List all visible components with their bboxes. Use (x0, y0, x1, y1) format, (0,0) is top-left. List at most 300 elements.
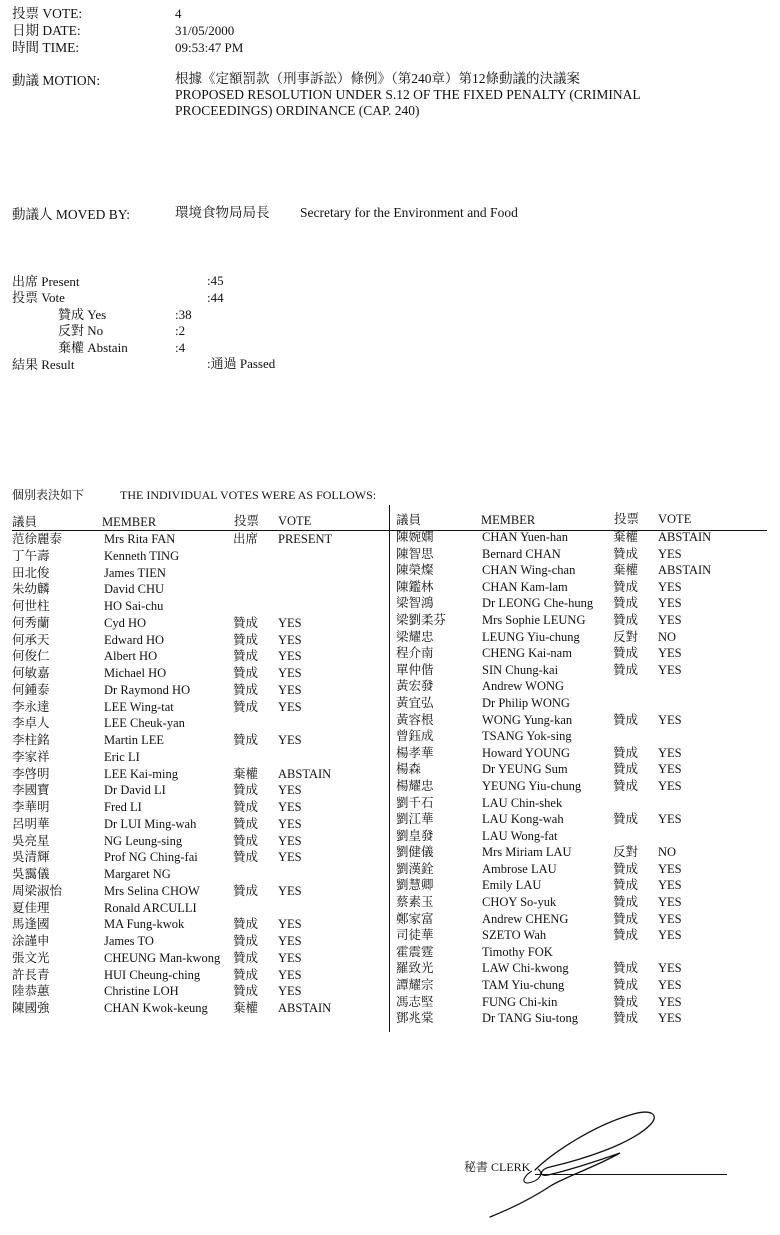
member-name-en: Dr LEONG Che-hung (482, 596, 594, 611)
member-name-en: Dr LUI Ming-wah (104, 816, 197, 831)
member-name-zh: 楊森 (396, 762, 422, 777)
member-name-zh: 劉皇發 (396, 828, 434, 843)
member-name-en: LAU Kong-wah (482, 812, 564, 827)
vote-en: YES (658, 579, 682, 594)
clerk-signature (480, 1105, 680, 1225)
vote-row (396, 813, 771, 830)
vote-row (12, 600, 382, 617)
vote-en: YES (658, 961, 682, 976)
member-name-en: Ambrose LAU (482, 861, 557, 876)
member-name-zh: 劉千石 (396, 795, 434, 810)
vote-zh: 贊成 (613, 579, 639, 594)
vote-number-label: 投票 VOTE: (12, 6, 83, 21)
vote-row (12, 751, 382, 768)
member-name-en: Emily LAU (482, 878, 542, 893)
member-name-en: Dr David LI (104, 783, 166, 798)
member-name-en: Howard YOUNG (482, 745, 571, 760)
vote-row (12, 818, 382, 835)
vote-zh: 贊成 (613, 812, 639, 827)
member-name-en: Mrs Selina CHOW (104, 883, 200, 898)
member-name-en: Christine LOH (104, 984, 179, 999)
vote-row (396, 913, 771, 930)
vote-row (12, 617, 382, 634)
member-name-zh: 鄧兆棠 (396, 1011, 434, 1026)
left-header-member-en: MEMBER (102, 515, 157, 529)
vote-zh: 贊成 (233, 783, 259, 798)
member-name-en: CHENG Kai-nam (482, 646, 572, 661)
vote-row (396, 962, 771, 979)
member-name-en: Michael HO (104, 666, 167, 680)
moved-by-zh: 環境食物局局長 (175, 205, 270, 220)
member-name-en: LAW Chi-kwong (482, 961, 569, 976)
vote-zh: 反對 (613, 845, 639, 860)
member-name-zh: 何秀蘭 (12, 615, 50, 630)
member-name-en: SZETO Wah (482, 928, 547, 943)
member-name-zh: 呂明華 (12, 816, 50, 831)
member-name-zh: 梁智鴻 (396, 596, 434, 611)
vote-zh: 贊成 (233, 984, 259, 999)
vote-row (12, 902, 382, 919)
member-name-en: LEUNG Yiu-chung (482, 629, 580, 644)
member-name-zh: 陳智思 (396, 546, 434, 561)
yes-label: 贊成 Yes (58, 307, 107, 322)
vote-row (12, 550, 382, 567)
member-name-en: Mrs Sophie LEUNG (482, 612, 586, 627)
present-label: 出席 Present (12, 274, 80, 289)
member-name-en: Dr Raymond HO (104, 682, 191, 697)
member-name-zh: 夏佳理 (12, 900, 50, 915)
member-name-en: FUNG Chi-kin (482, 994, 558, 1009)
member-name-en: CHAN Kwok-keung (104, 1001, 208, 1015)
vote-en: YES (658, 612, 682, 627)
right-vote-list (396, 531, 771, 1029)
member-name-en: SIN Chung-kai (482, 662, 559, 677)
member-name-zh: 丁午壽 (12, 548, 50, 563)
vote-zh: 贊成 (613, 646, 639, 661)
present-value: :45 (207, 273, 224, 288)
member-name-en: James TO (104, 934, 154, 948)
member-name-zh: 鄭家富 (396, 911, 434, 926)
vote-row (12, 918, 382, 935)
abstain-value: :4 (175, 340, 186, 355)
member-name-en: Mrs Rita FAN (104, 532, 176, 546)
member-name-zh: 何承天 (12, 632, 50, 647)
member-name-zh: 黃宜弘 (396, 695, 434, 710)
time-value: 09:53:47 PM (175, 40, 244, 55)
vote-row (396, 780, 771, 797)
vote-zh: 贊成 (233, 850, 259, 865)
vote-zh: 棄權 (233, 766, 259, 781)
right-header-vote-zh: 投票 (614, 512, 640, 526)
vote-row (12, 768, 382, 785)
vote-en: YES (278, 883, 302, 898)
member-name-en: Ronald ARCULLI (104, 900, 197, 915)
vote-en: YES (278, 733, 302, 747)
vote-row (396, 548, 771, 565)
member-name-zh: 許長青 (12, 967, 50, 982)
vote-row (396, 564, 771, 581)
member-name-zh: 涂謹申 (12, 934, 50, 948)
vote-row (396, 581, 771, 598)
member-name-en: Prof NG Ching-fai (104, 850, 198, 865)
member-name-zh: 陳鑑林 (396, 579, 434, 594)
vote-row (396, 1012, 771, 1029)
vote-en: ABSTAIN (658, 530, 712, 544)
vote-en: YES (278, 699, 302, 714)
member-name-en: HUI Cheung-ching (104, 967, 201, 982)
member-name-zh: 譚耀宗 (396, 978, 434, 993)
vote-row (12, 801, 382, 818)
member-name-en: Eric LI (104, 749, 140, 764)
member-name-en: HO Sai-chu (104, 599, 164, 613)
vote-en: YES (658, 546, 682, 561)
vote-en: YES (658, 895, 682, 910)
member-name-en: MA Fung-kwok (104, 917, 185, 932)
vote-zh: 贊成 (613, 596, 639, 611)
vote-zh: 贊成 (233, 800, 259, 814)
vote-row (12, 684, 382, 701)
member-name-en: James TIEN (104, 565, 166, 580)
vote-zh: 贊成 (613, 1011, 639, 1026)
motion-label: 動議 MOTION: (12, 73, 101, 88)
vote-row (12, 868, 382, 885)
vote-row (12, 567, 382, 584)
member-name-en: NG Leung-sing (104, 833, 183, 848)
member-name-en: CHAN Wing-chan (482, 563, 576, 578)
vote-count-value: :44 (207, 290, 224, 305)
vote-zh: 贊成 (233, 917, 259, 932)
vote-en: YES (278, 682, 302, 697)
member-name-zh: 霍震霆 (396, 944, 434, 959)
vote-row (12, 650, 382, 667)
vote-en: YES (278, 666, 302, 680)
vote-row (12, 634, 382, 651)
member-name-zh: 梁劉柔芬 (396, 612, 447, 627)
vote-row (12, 667, 382, 684)
vote-en: YES (658, 861, 682, 876)
member-name-zh: 蔡素玉 (396, 895, 434, 910)
member-name-zh: 羅致光 (396, 961, 434, 976)
member-name-en: Andrew WONG (482, 679, 565, 694)
vote-zh: 棄權 (613, 563, 639, 578)
date-label: 日期 DATE: (12, 23, 81, 38)
vote-row (396, 763, 771, 780)
member-name-zh: 曾鈺成 (396, 729, 434, 744)
vote-row (12, 533, 382, 550)
vote-row (396, 830, 771, 847)
individual-intro-en: THE INDIVIDUAL VOTES WERE AS FOLLOWS: (120, 488, 377, 502)
vote-en: NO (658, 845, 677, 860)
vote-row (396, 846, 771, 863)
vote-en: YES (278, 615, 302, 630)
vote-row (396, 929, 771, 946)
moved-by-label: 動議人 MOVED BY: (12, 207, 131, 222)
vote-en: ABSTAIN (278, 1001, 332, 1015)
vote-zh: 贊成 (613, 546, 639, 561)
member-name-zh: 程介南 (396, 646, 434, 661)
member-name-en: YEUNG Yiu-chung (482, 778, 582, 793)
member-name-en: LAU Wong-fat (482, 828, 558, 843)
vote-zh: 贊成 (613, 928, 639, 943)
member-name-zh: 黃容根 (396, 712, 434, 727)
vote-row (12, 1002, 382, 1019)
vote-zh: 贊成 (613, 762, 639, 777)
member-name-zh: 何敏嘉 (12, 666, 50, 680)
left-header-member-zh: 議員 (12, 515, 38, 529)
vote-row (12, 851, 382, 868)
vote-zh: 贊成 (613, 911, 639, 926)
member-name-zh: 陳榮燦 (396, 563, 434, 578)
member-name-zh: 劉慧卿 (396, 878, 434, 893)
vote-en: YES (658, 928, 682, 943)
left-header-vote-en: VOTE (278, 514, 312, 528)
vote-row (396, 730, 771, 747)
member-name-en: David CHU (104, 582, 165, 597)
vote-row (12, 701, 382, 718)
vote-row (396, 863, 771, 880)
member-name-en: WONG Yung-kan (482, 712, 573, 727)
vote-en: YES (278, 632, 302, 647)
vote-row (12, 969, 382, 986)
vote-zh: 贊成 (613, 712, 639, 727)
member-name-zh: 楊孝華 (396, 745, 434, 760)
vote-row (396, 647, 771, 664)
vote-row (396, 531, 771, 548)
vote-en: YES (658, 812, 682, 827)
vote-zh: 贊成 (233, 733, 259, 747)
member-name-zh: 吳亮星 (12, 833, 50, 848)
vote-row (396, 680, 771, 697)
vote-zh: 贊成 (613, 961, 639, 976)
date-value: 31/05/2000 (175, 23, 235, 38)
vote-zh: 贊成 (233, 833, 259, 848)
member-name-en: Dr YEUNG Sum (482, 762, 568, 777)
vote-en: YES (278, 649, 302, 664)
member-name-zh: 單仲偕 (396, 662, 434, 677)
member-name-en: Fred LI (104, 800, 142, 814)
member-name-en: Andrew CHENG (482, 911, 569, 926)
vote-zh: 贊成 (613, 895, 639, 910)
member-name-zh: 陳婉嫻 (396, 530, 434, 544)
vote-zh: 棄權 (613, 530, 639, 544)
vote-zh: 贊成 (233, 615, 259, 630)
vote-row (396, 946, 771, 963)
member-name-en: CHEUNG Man-kwong (104, 950, 221, 965)
member-name-en: Albert HO (104, 649, 158, 664)
vote-zh: 棄權 (233, 1001, 259, 1015)
vote-zh: 贊成 (613, 778, 639, 793)
vote-en: YES (658, 762, 682, 777)
vote-row (396, 979, 771, 996)
vote-en: NO (658, 629, 677, 644)
member-name-zh: 劉漢銓 (396, 861, 434, 876)
result-label: 結果 Result (12, 357, 75, 372)
member-name-en: CHAN Kam-lam (482, 579, 568, 594)
member-name-zh: 何世柱 (12, 599, 50, 613)
member-name-zh: 何俊仁 (12, 649, 50, 664)
member-name-zh: 劉江華 (396, 812, 434, 827)
member-name-en: Edward HO (104, 632, 165, 647)
vote-en: YES (278, 833, 302, 848)
vote-zh: 贊成 (233, 699, 259, 714)
member-name-zh: 司徒華 (396, 928, 434, 943)
member-name-en: TSANG Yok-sing (482, 729, 572, 744)
vote-en: YES (658, 712, 682, 727)
vote-row (12, 784, 382, 801)
result-value: :通過 Passed (207, 356, 276, 371)
vote-row (12, 935, 382, 952)
vote-en: YES (278, 984, 302, 999)
member-name-zh: 吳靄儀 (12, 867, 50, 881)
vote-row (396, 597, 771, 614)
vote-row (396, 996, 771, 1013)
vote-row (12, 952, 382, 969)
vote-en: YES (278, 783, 302, 798)
motion-line-zh: 根據《定額罰款（刑事訴訟）條例》（第240章）第12條動議的決議案 (175, 71, 580, 86)
vote-row (396, 614, 771, 631)
vote-zh: 贊成 (233, 883, 259, 898)
vote-zh: 贊成 (233, 934, 259, 948)
vote-row (12, 734, 382, 751)
member-name-zh: 吳清輝 (12, 850, 50, 865)
member-name-zh: 張文光 (12, 950, 50, 965)
table-column-divider (389, 505, 390, 1032)
no-value: :2 (175, 323, 186, 338)
vote-zh: 贊成 (613, 994, 639, 1009)
member-name-en: Martin LEE (104, 733, 165, 747)
vote-zh: 贊成 (613, 861, 639, 876)
member-name-zh: 李家祥 (12, 749, 50, 764)
vote-zh: 贊成 (233, 950, 259, 965)
member-name-zh: 何鍾泰 (12, 682, 50, 697)
right-header-member-zh: 議員 (396, 513, 422, 527)
vote-zh: 贊成 (613, 745, 639, 760)
member-name-zh: 田北俊 (12, 565, 50, 580)
vote-row (396, 797, 771, 814)
vote-zh: 贊成 (233, 632, 259, 647)
vote-en: PRESENT (278, 532, 333, 546)
vote-count-label: 投票 Vote (12, 290, 65, 305)
vote-row (12, 835, 382, 852)
vote-en: YES (658, 596, 682, 611)
member-name-en: LEE Kai-ming (104, 766, 178, 781)
member-name-en: Mrs Miriam LAU (482, 845, 572, 860)
member-name-en: Bernard CHAN (482, 546, 561, 561)
abstain-label: 棄權 Abstain (58, 340, 128, 355)
vote-zh: 贊成 (233, 649, 259, 664)
clerk-label: 秘書 CLERK (464, 1160, 531, 1174)
motion-text (175, 71, 641, 119)
vote-row (12, 885, 382, 902)
member-name-zh: 楊耀忠 (396, 778, 434, 793)
member-name-en: LEE Cheuk-yan (104, 716, 185, 731)
vote-en: YES (658, 745, 682, 760)
individual-intro-zh: 個別表決如下 (12, 488, 85, 502)
member-name-zh: 李華明 (12, 800, 50, 814)
member-name-zh: 馬逢國 (12, 917, 50, 932)
vote-zh: 贊成 (613, 878, 639, 893)
no-label: 反對 No (58, 323, 104, 338)
vote-en: YES (278, 917, 302, 932)
member-name-en: Cyd HO (104, 615, 147, 630)
member-name-zh: 李國寶 (12, 783, 50, 798)
member-name-en: Timothy FOK (482, 944, 553, 959)
member-name-en: LEE Wing-tat (104, 699, 174, 714)
vote-number-value: 4 (175, 6, 182, 21)
left-vote-list (12, 533, 382, 1019)
motion-line-en-2: PROCEEDINGS) ORDINANCE (CAP. 240) (175, 103, 420, 118)
vote-en: YES (658, 911, 682, 926)
member-name-zh: 馮志堅 (396, 994, 434, 1009)
motion-line-en-1: PROPOSED RESOLUTION UNDER S.12 OF THE FIXED PENALTY (CRIMINAL (175, 87, 641, 102)
member-name-zh: 劉健儀 (396, 845, 434, 860)
vote-en: YES (658, 778, 682, 793)
vote-row (396, 714, 771, 731)
vote-zh: 贊成 (613, 978, 639, 993)
vote-row (396, 747, 771, 764)
vote-row (396, 879, 771, 896)
vote-zh: 贊成 (233, 666, 259, 680)
member-name-zh: 李卓人 (12, 716, 50, 731)
member-name-zh: 梁耀忠 (396, 629, 434, 644)
member-name-zh: 陸恭蕙 (12, 984, 50, 999)
vote-row (396, 896, 771, 913)
vote-en: YES (278, 816, 302, 831)
member-name-zh: 陳國強 (12, 1001, 50, 1015)
vote-row (396, 697, 771, 714)
vote-zh: 贊成 (233, 682, 259, 697)
vote-en: YES (658, 878, 682, 893)
vote-zh: 贊成 (233, 967, 259, 982)
member-name-en: Dr Philip WONG (482, 695, 570, 710)
member-name-en: Margaret NG (104, 867, 171, 881)
vote-en: ABSTAIN (658, 563, 712, 578)
member-name-zh: 朱幼麟 (12, 582, 50, 597)
member-name-zh: 李啓明 (12, 766, 50, 781)
vote-en: YES (658, 646, 682, 661)
right-header-member-en: MEMBER (481, 513, 536, 527)
moved-by-en: Secretary for the Environment and Food (300, 205, 518, 220)
vote-en: YES (278, 967, 302, 982)
vote-zh: 出席 (233, 532, 259, 546)
vote-en: YES (278, 934, 302, 948)
vote-row (396, 664, 771, 681)
vote-row (12, 985, 382, 1002)
vote-zh: 贊成 (613, 662, 639, 677)
member-name-zh: 李永達 (12, 699, 50, 714)
member-name-zh: 周梁淑怡 (12, 883, 63, 898)
vote-en: YES (278, 850, 302, 865)
vote-row (396, 631, 771, 648)
vote-en: YES (658, 1011, 682, 1026)
left-header-vote-zh: 投票 (234, 514, 260, 528)
vote-zh: 反對 (613, 629, 639, 644)
member-name-en: Kenneth TING (104, 548, 180, 563)
vote-en: YES (658, 994, 682, 1009)
member-name-zh: 黃宏發 (396, 679, 434, 694)
vote-zh: 贊成 (613, 612, 639, 627)
member-name-en: CHOY So-yuk (482, 895, 557, 910)
vote-row (12, 583, 382, 600)
vote-en: YES (658, 978, 682, 993)
vote-en: YES (278, 800, 302, 814)
member-name-en: Dr TANG Siu-tong (482, 1011, 578, 1026)
vote-en: YES (658, 662, 682, 677)
member-name-en: LAU Chin-shek (482, 795, 563, 810)
member-name-en: CHAN Yuen-han (482, 530, 568, 544)
vote-zh: 贊成 (233, 816, 259, 831)
member-name-en: TAM Yiu-chung (482, 978, 565, 993)
